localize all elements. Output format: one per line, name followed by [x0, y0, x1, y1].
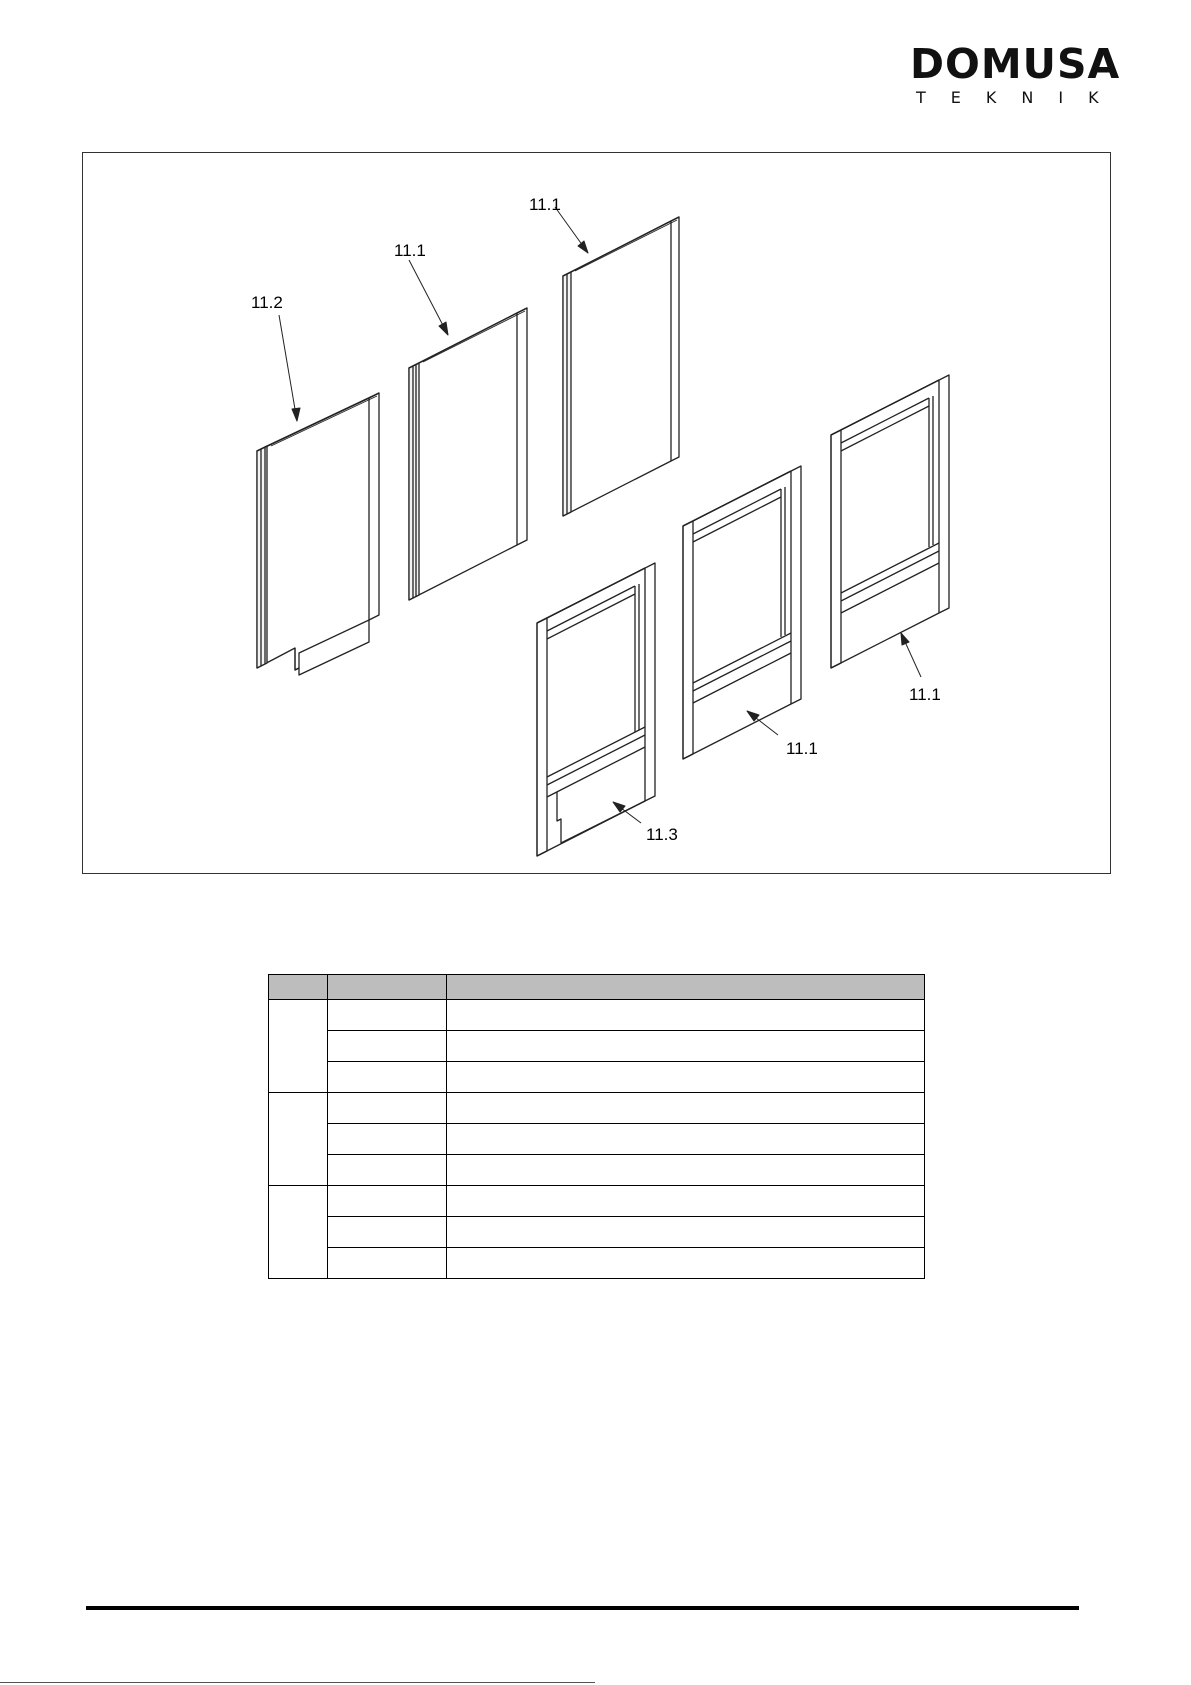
frame-11-1-c — [683, 466, 801, 759]
table-row — [269, 1155, 925, 1186]
callout-11-1-b: 11.1 — [529, 195, 561, 214]
table-cell — [447, 1155, 925, 1186]
table-cell — [328, 1186, 447, 1217]
table-row — [269, 1031, 925, 1062]
table-row — [269, 1000, 925, 1031]
table-cell — [328, 1217, 447, 1248]
table-header-cell — [447, 975, 925, 1000]
table-cell — [328, 1031, 447, 1062]
frame-11-3 — [537, 563, 655, 856]
callout-11-2: 11.2 — [251, 293, 283, 312]
brand-name: DOMUSA — [910, 40, 1121, 88]
bottom-edge-rule — [0, 1682, 595, 1683]
panel-11-1-a — [409, 308, 527, 600]
table-cell — [328, 1000, 447, 1031]
exploded-view-figure — [82, 152, 1111, 874]
table-cell — [447, 1217, 925, 1248]
table-cell — [447, 1186, 925, 1217]
table-cell — [328, 1124, 447, 1155]
table-row — [269, 1124, 925, 1155]
group-label-cell — [269, 1093, 328, 1186]
group-label-cell — [269, 1000, 328, 1093]
table-header-cell — [269, 975, 328, 1000]
table-cell — [447, 1031, 925, 1062]
callout-11-1-a: 11.1 — [394, 241, 426, 260]
callout-11-1-d: 11.1 — [786, 739, 818, 758]
table-cell — [447, 1248, 925, 1279]
table-cell — [328, 1093, 447, 1124]
callout-11-1-c: 11.1 — [909, 685, 941, 704]
footer-rule — [86, 1606, 1079, 1610]
table-cell — [447, 1000, 925, 1031]
table-cell — [447, 1124, 925, 1155]
table-row — [269, 1248, 925, 1279]
table-row — [269, 1062, 925, 1093]
callout-11-3: 11.3 — [646, 825, 678, 844]
table-row — [269, 1217, 925, 1248]
group-label-cell — [269, 1186, 328, 1279]
frame-11-1-d — [831, 375, 949, 668]
table-row — [269, 1186, 925, 1217]
table-cell — [328, 1155, 447, 1186]
table-cell — [328, 1248, 447, 1279]
table-cell — [328, 1062, 447, 1093]
table-cell — [447, 1062, 925, 1093]
brand-tagline: TEKNIK — [916, 88, 1124, 107]
panel-11-2 — [257, 393, 379, 675]
panels-drawing — [83, 153, 1112, 875]
table-cell — [447, 1093, 925, 1124]
brand-logo — [910, 40, 1124, 110]
panel-11-1-b — [563, 217, 679, 516]
table-header-cell — [328, 975, 447, 1000]
table-header-row — [269, 975, 925, 1000]
table-row — [269, 1093, 925, 1124]
parts-table — [268, 974, 925, 1279]
